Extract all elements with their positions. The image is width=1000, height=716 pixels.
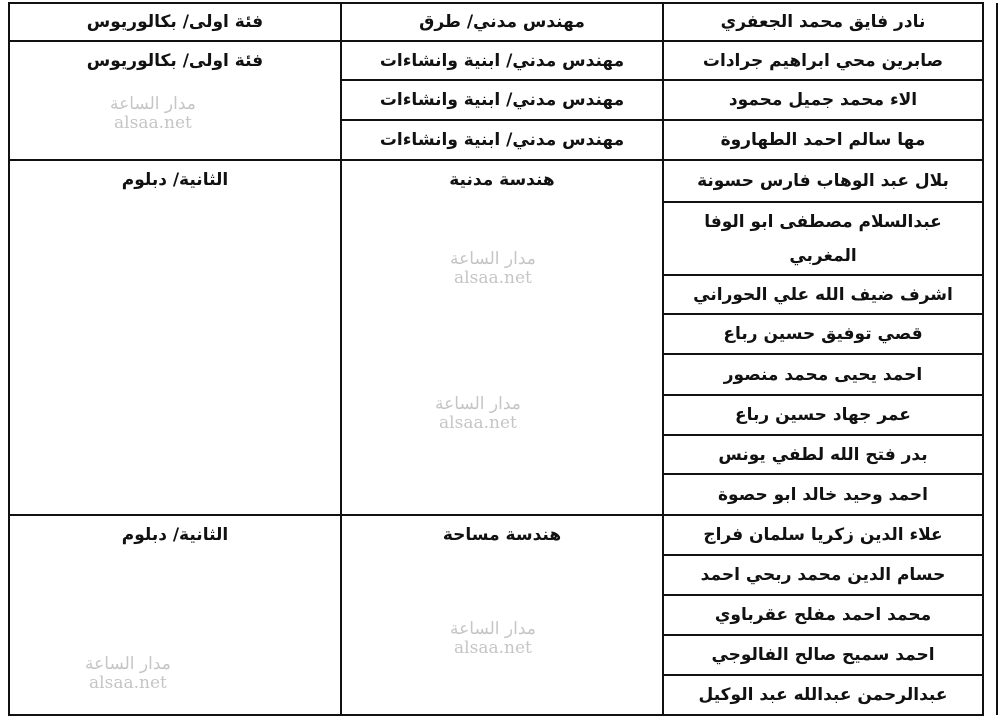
specialty-cell: هندسة مدنية xyxy=(341,160,663,515)
name-cell: صابرين محي ابراهيم جرادات xyxy=(663,41,983,80)
specialty-cell: مهندس مدني/ ابنية وانشاءات xyxy=(341,120,663,160)
name-cell: بلال عبد الوهاب فارس حسونة xyxy=(663,160,983,202)
table-row xyxy=(9,515,997,555)
name-cell: احمد يحيى محمد منصور xyxy=(663,354,983,395)
watermark: مدار الساعة alsaa.net xyxy=(435,394,521,433)
name-cell: مها سالم احمد الطهاروة xyxy=(663,120,983,160)
table-row xyxy=(9,3,997,41)
engineers-table xyxy=(8,2,998,716)
name-cell: حسام الدين محمد ربحي احمد xyxy=(663,555,983,595)
name-cell: احمد سميح صالح الفالوجي xyxy=(663,635,983,675)
edge-column xyxy=(983,3,997,715)
category-cell: الثانية/ دبلوم xyxy=(9,515,341,715)
category-cell: الثانية/ دبلوم xyxy=(9,160,341,515)
name-cell: قصي توفيق حسين رباع xyxy=(663,314,983,354)
name-cell: الاء محمد جميل محمود xyxy=(663,80,983,120)
specialty-cell: مهندس مدني/ ابنية وانشاءات xyxy=(341,80,663,120)
name-cell: عبدالسلام مصطفى ابو الوفا المغربي xyxy=(663,202,983,275)
watermark: مدار الساعة alsaa.net xyxy=(110,94,196,133)
name-cell: عبدالرحمن عبدالله عبد الوكيل xyxy=(663,675,983,715)
name-cell: اشرف ضيف الله علي الحوراني xyxy=(663,275,983,314)
specialty-cell: مهندس مدني/ طرق xyxy=(341,3,663,41)
name-cell: عمر جهاد حسين رباع xyxy=(663,395,983,435)
specialty-cell: مهندس مدني/ ابنية وانشاءات xyxy=(341,41,663,80)
name-cell: نادر فايق محمد الجعفري xyxy=(663,3,983,41)
watermark: مدار الساعة alsaa.net xyxy=(450,249,536,288)
specialty-cell: هندسة مساحة xyxy=(341,515,663,715)
table-row xyxy=(9,160,997,202)
category-cell: فئة اولى/ بكالوريوس xyxy=(9,3,341,41)
table-row xyxy=(9,41,997,80)
watermark: مدار الساعة alsaa.net xyxy=(85,654,171,693)
name-cell: محمد احمد مفلح عقرباوي xyxy=(663,595,983,635)
name-cell: احمد وحيد خالد ابو حصوة xyxy=(663,474,983,515)
name-cell: بدر فتح الله لطفي يونس xyxy=(663,435,983,474)
name-cell: علاء الدين زكريا سلمان فراج xyxy=(663,515,983,555)
watermark: مدار الساعة alsaa.net xyxy=(450,619,536,658)
category-cell: فئة اولى/ بكالوريوس xyxy=(9,41,341,160)
